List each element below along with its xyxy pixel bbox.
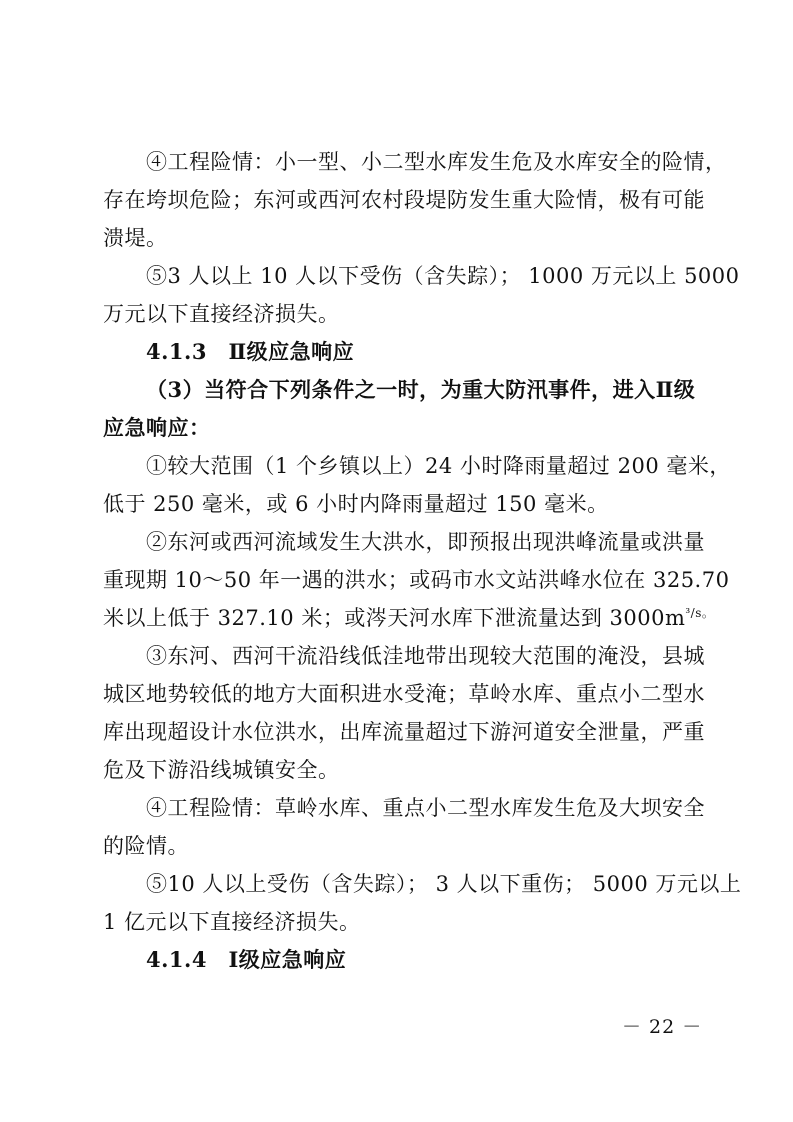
paragraph-line: ⑤10 人以上受伤（含失踪）； 3 人以下重伤； 5000 万元以上: [146, 872, 742, 896]
paragraph-line: ④工程险情：小一型、小二型水库发生危及水库安全的险情，: [146, 150, 727, 174]
section-heading: 4.1.3 Ⅱ级应急响应: [146, 339, 355, 364]
paragraph-line: [103, 603, 714, 633]
unit-superscript: ³/s。: [685, 606, 715, 620]
paragraph-line: 1 亿元以下直接经济损失。: [103, 910, 361, 934]
paragraph-line: ④工程险情：草岭水库、重点小二型水库发生危及大坝安全: [146, 796, 705, 820]
paragraph-line: 存在垮坝危险；东河或西河农村段堤防发生重大险情，极有可能: [103, 188, 705, 212]
paragraph-line: 的险情。: [103, 834, 189, 858]
paragraph-line: 万元以下直接经济损失。: [103, 302, 340, 326]
paragraph-line: ①较大范围（1 个乡镇以上）24 小时降雨量超过 200 毫米，: [146, 454, 731, 478]
paragraph-line: 溃堤。: [103, 226, 168, 250]
page-number: － 22 －: [622, 1016, 703, 1038]
paragraph-line: 危及下游沿线城镇安全。: [103, 758, 340, 782]
paragraph-line: 应急响应：: [103, 415, 211, 440]
paragraph-line-text: 米以上低于 327.10 米；或涔天河水库下泄流量达到 3000m: [103, 606, 686, 630]
paragraph-line: 重现期 10～50 年一遇的洪水；或码市水文站洪峰水位在 325.70: [103, 568, 730, 592]
paragraph-line: ②东河或西河流域发生大洪水，即预报出现洪峰流量或洪量: [146, 530, 705, 554]
paragraph-line: 城区地势较低的地方大面积进水受淹；草岭水库、重点小二型水: [103, 682, 705, 706]
section-heading: 4.1.4 Ⅰ级应急响应: [146, 947, 347, 972]
paragraph-line: 库出现超设计水位洪水，出库流量超过下游河道安全泄量，严重: [103, 720, 705, 744]
paragraph-line: （3）当符合下列条件之一时，为重大防汛事件，进入Ⅱ级: [146, 377, 696, 402]
paragraph-line: ③东河、西河干流沿线低洼地带出现较大范围的淹没，县城: [146, 644, 705, 668]
paragraph-line: ⑤3 人以上 10 人以下受伤（含失踪）； 1000 万元以上 5000: [146, 264, 740, 288]
paragraph-line: 低于 250 毫米，或 6 小时内降雨量超过 150 毫米。: [103, 492, 609, 516]
